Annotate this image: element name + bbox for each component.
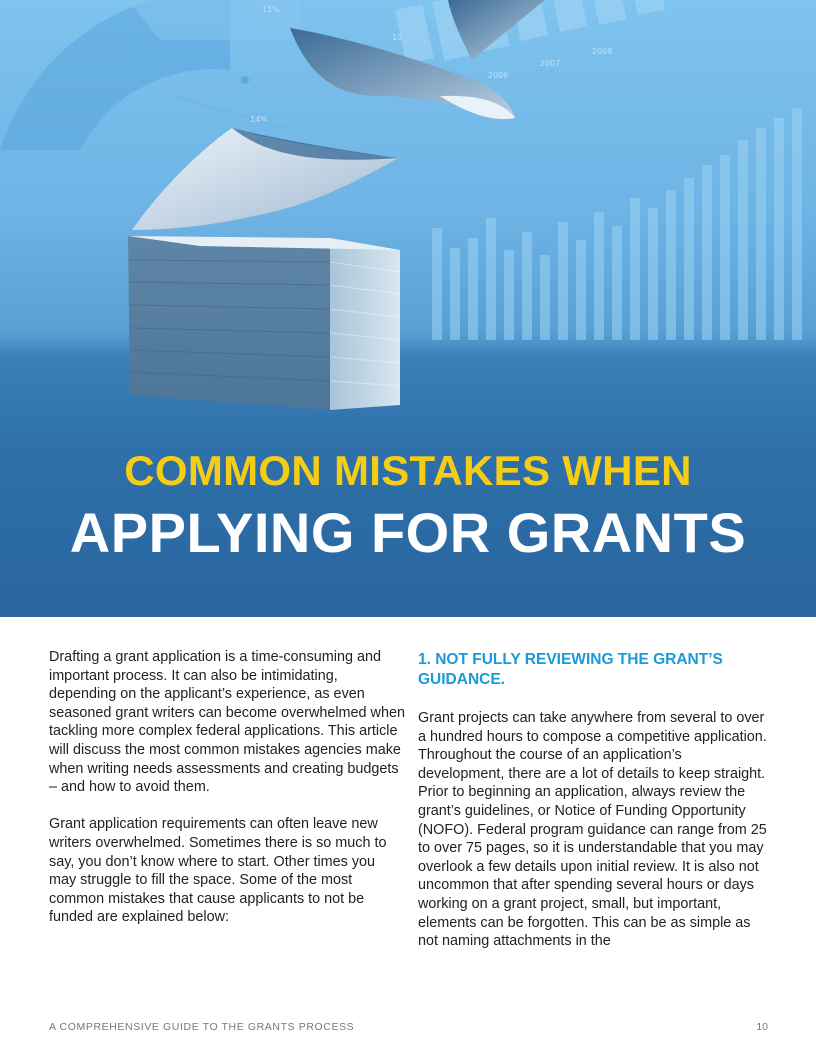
footer-guide-title: A COMPREHENSIVE GUIDE TO THE GRANTS PROCESS bbox=[49, 1021, 355, 1033]
intro-paragraph-2: Grant application requirements can often leave new writers overwhelmed. Sometimes there is so much to say, you don’t know where to start. Other times you may struggle to fill the space. Some of the most common mistakes that cause applicants to not be funded are explained below: bbox=[49, 816, 387, 926]
page-title-line1: COMMON MISTAKES WHEN bbox=[124, 447, 692, 494]
chart-label-10: 10 bbox=[392, 33, 403, 42]
chart-label-2006: 2006 bbox=[488, 71, 509, 80]
background-bar-chart-right bbox=[432, 108, 802, 340]
page-title-line2: APPLYING FOR GRANTS bbox=[69, 501, 747, 564]
footer-page-number: 10 bbox=[756, 1021, 768, 1033]
chart-label-14: 14% bbox=[250, 115, 268, 124]
background-chart-shapes bbox=[0, 0, 300, 150]
section-1-body: Grant projects can take anywhere from several to over a hundred hours to compose a competitive application. Throughout the course of an application’s development, there are a lot of details to keep straight. Prior to beginning an application, always review the grant’s guidelines, or Notice of Funding Opportunity (NOFO). Federal program guidance can range from 25 to over 75 pages, so it is understandable that you may overlook a few details upon initial review. It is also not uncommon that after spending several hours or days working on a grant project, small, but important, elements can be forgotten. This can be as simple as not naming attachments in the bbox=[418, 710, 767, 950]
section-1-column bbox=[418, 650, 768, 951]
chart-label-11: 11% bbox=[262, 5, 280, 14]
paper-stack bbox=[128, 236, 400, 410]
intro-paragraph-1: Drafting a grant application is a time-consuming and important process. It can also be intimidating, depending on the applicant’s experience, as even seasoned grant writers can become overwhelmed when tackling more complex federal applications. This article will discuss the most common mistakes agencies make when writing needs assessments and creating budgets – and how to avoid them. bbox=[49, 649, 405, 796]
chart-label-2007: 2007 bbox=[540, 59, 561, 68]
intro-column bbox=[49, 648, 405, 927]
section-1-heading: 1. NOT FULLY REVIEWING THE GRANT’S GUIDANCE. bbox=[418, 651, 723, 688]
chart-label-2008: 2008 bbox=[592, 47, 613, 56]
